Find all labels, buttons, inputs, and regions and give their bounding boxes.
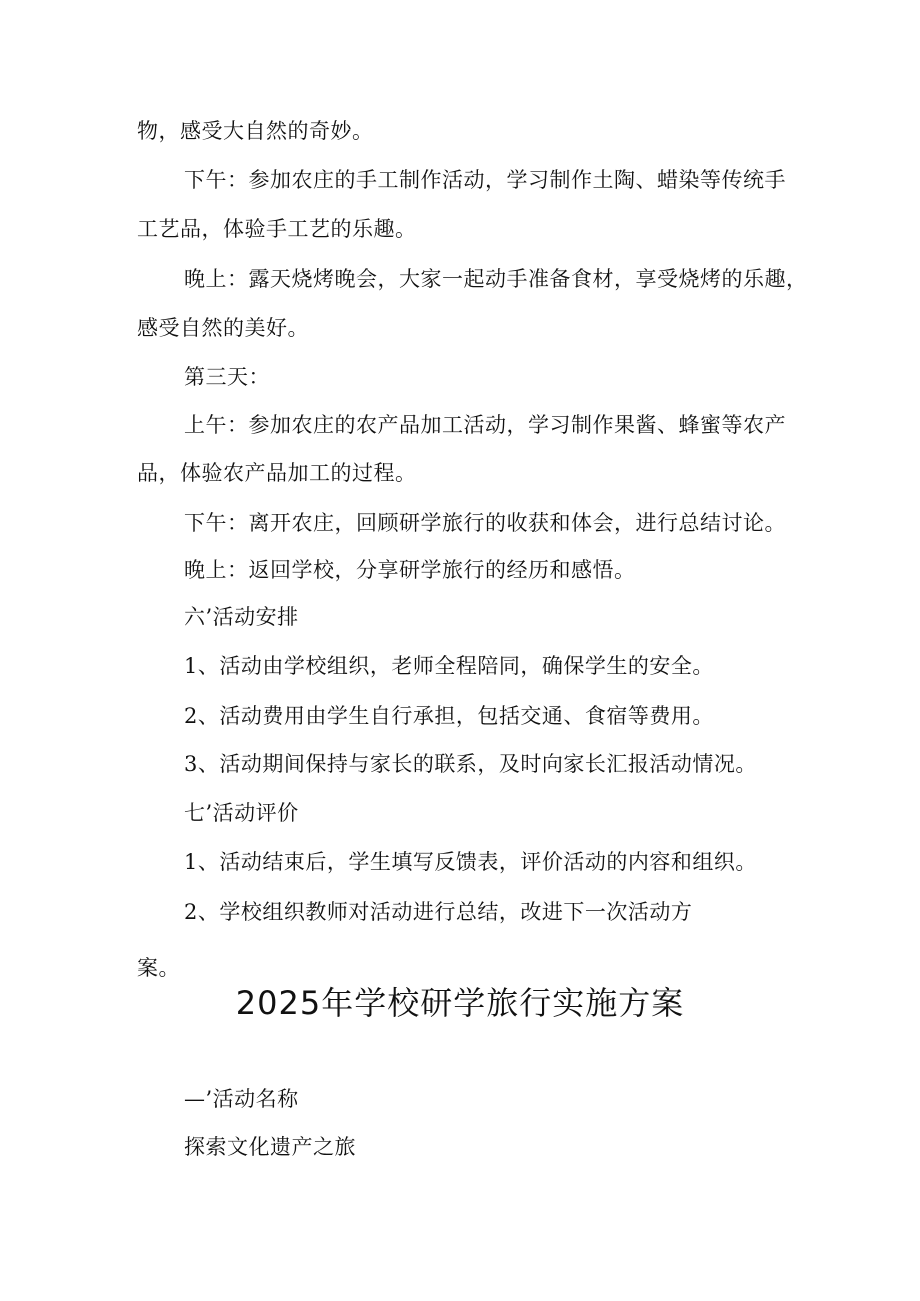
paragraph-line: 物，感受大自然的奇妙。 bbox=[137, 119, 374, 143]
section-heading: 七’活动评价 bbox=[184, 801, 299, 825]
paragraph-line: 上午：参加农庄的农产品加工活动，学习制作果酱、蜂蜜等农产 bbox=[184, 413, 786, 437]
paragraph-line: 感受自然的美好。 bbox=[137, 316, 309, 340]
paragraph-line: 工艺品，体验手工艺的乐趣。 bbox=[137, 217, 417, 241]
list-item: 2、学校组织教师对活动进行总结，改进下一次活动方 bbox=[184, 900, 693, 924]
list-item: 1、活动由学校组织，老师全程陪同，确保学生的安全。 bbox=[184, 654, 714, 678]
day-heading: 第三天： bbox=[184, 365, 270, 389]
section-heading: —’活动名称 bbox=[184, 1087, 299, 1111]
paragraph-line: 下午：参加农庄的手工制作活动，学习制作土陶、蜡染等传统手 bbox=[184, 168, 786, 192]
paragraph-line: 案。 bbox=[137, 956, 180, 980]
paragraph-line: 下午：离开农庄，回顾研学旅行的收获和体会，进行总结讨论。 bbox=[184, 511, 786, 535]
paragraph-line: 品，体验农产品加工的过程。 bbox=[137, 461, 417, 485]
paragraph-line: 晚上：露天烧烤晚会，大家一起动手准备食材，享受烧烤的乐趣， bbox=[184, 267, 808, 291]
list-item: 3、活动期间保持与家长的联系，及时向家长汇报活动情况。 bbox=[184, 752, 757, 776]
section-heading: 六’活动安排 bbox=[184, 605, 299, 629]
document-title: 2025年学校研学旅行实施方案 bbox=[235, 984, 685, 1022]
list-item: 2、活动费用由学生自行承担，包括交通、食宿等费用。 bbox=[184, 704, 714, 728]
activity-name: 探索文化遗产之旅 bbox=[184, 1135, 356, 1159]
paragraph-line: 晚上：返回学校，分享研学旅行的经历和感悟。 bbox=[184, 558, 636, 582]
list-item: 1、活动结束后，学生填写反馈表，评价活动的内容和组织。 bbox=[184, 850, 757, 874]
